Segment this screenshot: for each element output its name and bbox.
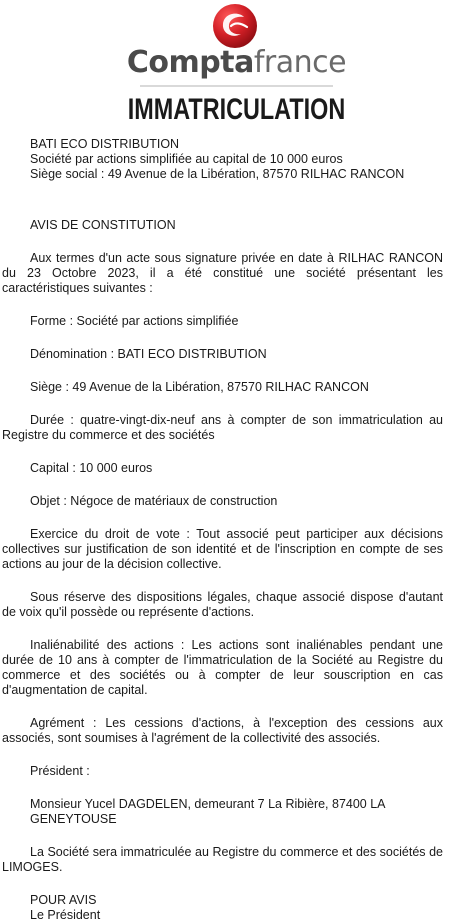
brand-name-light: france <box>253 45 347 80</box>
notice-forme: Forme : Société par actions simplifiée <box>30 314 239 328</box>
brand-name <box>0 45 473 81</box>
comptafrance-logo <box>0 0 473 92</box>
notice-immatriculation: La Société sera immatriculée au Registre du commerce et des sociétés de LIMOGES. <box>2 845 443 874</box>
notice-president: Monsieur Yucel DAGDELEN, demeurant 7 La Ribière, 87400 LA GENEYTOUSE <box>30 797 385 826</box>
notice-agrement: Agrément : Les cessions d'actions, à l'exception des cessions aux associés, sont soumises à l'agrément de la collectivité des associés. <box>2 716 443 745</box>
signature: Le Président <box>30 908 101 922</box>
notice-reserve: Sous réserve des dispositions légales, chaque associé dispose d'autant de voix qu'il possède ou représente d'actions. <box>2 590 443 619</box>
signature-block <box>30 893 471 923</box>
notice-siege: Siège : 49 Avenue de la Libération, 87570 RILHAC RANCON <box>30 380 369 394</box>
notice-duree: Durée : quatre-vingt-dix-neuf ans à compter de son immatriculation au Registre du commerce et des sociétés <box>2 413 443 442</box>
brand-underline <box>140 85 333 87</box>
pour-avis: POUR AVIS <box>30 893 97 907</box>
company-name: BATI ECO DISTRIBUTION <box>30 137 180 151</box>
brand-name-bold: Compta <box>126 45 254 80</box>
notice-objet: Objet : Négoce de matériaux de construction <box>30 494 278 508</box>
notice-inalienabilite: Inaliénabilité des actions : Les actions sont inaliénables pendant une durée de 10 ans à compter de l'immatriculation de la Société au Registre du commerce et des sociétés ou à compter de leur souscription en cas d'augmentation de capital. <box>2 638 443 697</box>
notice-heading: AVIS DE CONSTITUTION <box>30 218 176 232</box>
notice-body <box>2 137 471 923</box>
notice-president-label: Président : <box>30 764 90 778</box>
page-title: IMMATRICULATION <box>127 93 346 126</box>
notice-intro: Aux termes d'un acte sous signature privée en date à RILHAC RANCON du 23 Octobre 2023, il a été constitué une société présentant les caractéristiques suivantes : <box>2 251 443 295</box>
company-header <box>30 137 471 182</box>
company-office: Siège social : 49 Avenue de la Libération, 87570 RILHAC RANCON <box>30 167 405 181</box>
comptafrance-logo-icon <box>211 2 259 50</box>
company-legal-form: Société par actions simplifiée au capital de 10 000 euros <box>30 152 343 166</box>
notice-vote: Exercice du droit de vote : Tout associé peut participer aux décisions collectives sur justification de son identité et de l'inscription en compte de ses actions au jour de la décision collective. <box>2 527 443 571</box>
notice-denomination: Dénomination : BATI ECO DISTRIBUTION <box>30 347 267 361</box>
notice-capital: Capital : 10 000 euros <box>30 461 153 475</box>
